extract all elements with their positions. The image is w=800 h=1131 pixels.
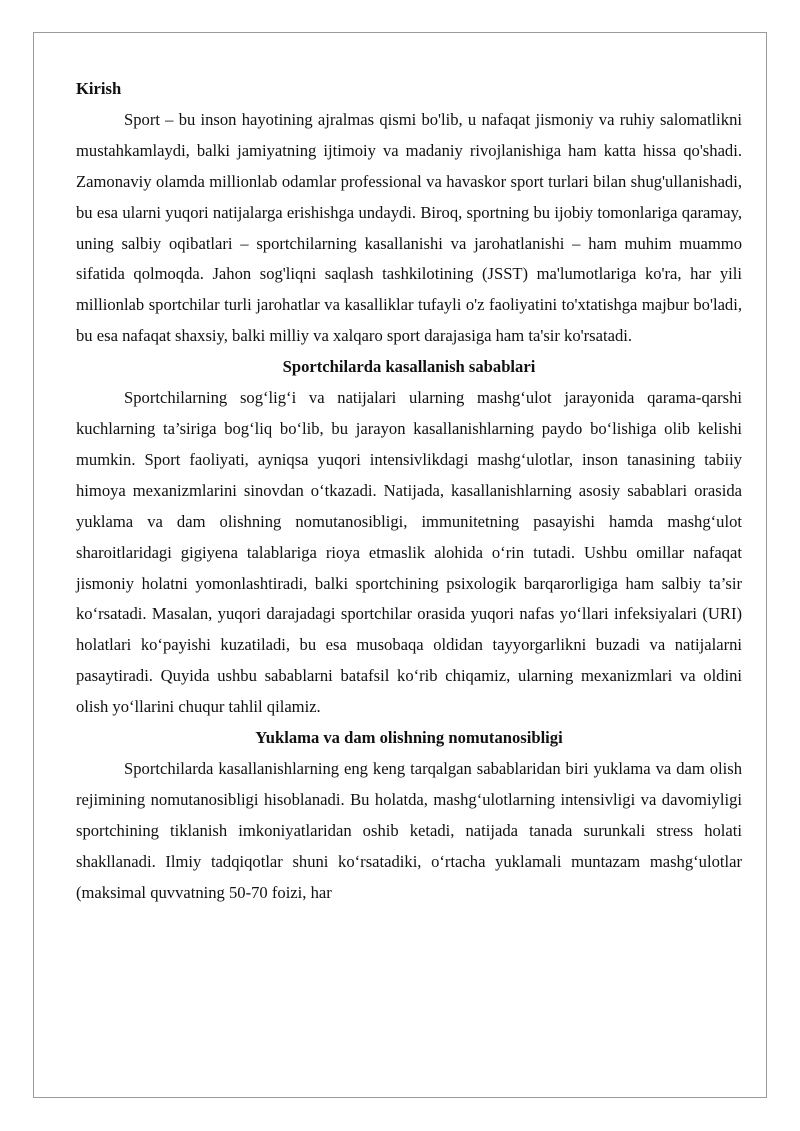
heading-kirish: Kirish: [76, 79, 122, 98]
paragraph-kasallanish-sabablari: Sportchilarning sog‘lig‘i va natijalari ularning mashg‘ulot jarayonida qarama-qarshi kuchlarning ta’siriga bog‘liq bo‘lib, bu jarayon kasallanishlarning paydo bo‘lishiga olib kelishi mumkin. Sport faoliyati, ayniqsa yuqori intensivlikdagi mashg‘ulotlar, inson tanasining tabiiy himoya mexanizmlarini sinovdan o‘tkazadi. Natijada, kasallanishlarning asosiy sabablari orasida yuklama va dam olishning nomutanosibligi, immunitetning pasayishi hamda mashg‘ulot sharoitlaridagi gigiyena talablariga rioya etmaslik alohida o‘rin tutadi. Ushbu omillar nafaqat jismoniy holatni yomonlashtiradi, balki sportchining psixologik barqarorligiga ham salbiy ta’sir ko‘rsatadi. Masalan, yuqori darajadagi sportchilar orasida yuqori nafas yo‘llari infeksiyalari (URI) holatlari ko‘payishi kuzatiladi, bu esa musobaqa oldidan tayyorgarlikni buzadi va natijalarni pasaytiradi. Quyida ushbu sabablarni batafsil ko‘rib chiqamiz, ularning mexanizmlari va oldini olish yo‘llarini chuqur tahlil qilamiz.: [76, 388, 742, 717]
heading-kasallanish-sabablari: Sportchilarda kasallanish sabablari: [282, 357, 536, 377]
document-body: [76, 74, 742, 908]
paragraph-yuklama-dam-olish: Sportchilarda kasallanishlarning eng keng tarqalgan sabablaridan biri yuklama va dam olish rejimining nomutanosibligi hisoblanadi. Bu holatda, mashg‘ulotlarning intensivligi va davomiyligi sportchining tiklanish imkoniyatlaridan oshib ketadi, natijada tanada surunkali stress holati shakllanadi. Ilmiy tadqiqotlar shuni ko‘rsatadiki, o‘rtacha yuklamali muntazam mashg‘ulotlar (maksimal quvvatning 50-70 foizi, har: [76, 758, 742, 902]
paragraph-kirish: Sport – bu inson hayotining ajralmas qismi bo'lib, u nafaqat jismoniy va ruhiy salomatlikni mustahkamlaydi, balki jamiyatning ijtimoiy va madaniy rivojlanishiga ham katta hissa qo'shadi. Zamonaviy olamda millionlab odamlar professional va havaskor sport turlari bilan shug'ullanishadi, bu esa ularni yuqori natijalarga erishishga undaydi. Biroq, sportning bu ijobiy tomonlariga qaramay, uning salbiy oqibatlari – sportchilarning kasallanishi va jarohatlanishi – ham muhim muammo sifatida qolmoqda. Jahon sog'liqni saqlash tashkilotining (JSST) ma'lumotlariga ko'ra, har yili millionlab sportchilar turli jarohatlar va kasalliklar tufayli o'z faoliyatini to'xtatishga majbur bo'ladi, bu esa nafaqat shaxsiy, balki milliy va xalqaro sport darajasiga ham ta'sir ko'rsatadi.: [76, 109, 742, 346]
heading-yuklama-dam-olish: Yuklama va dam olishning nomutanosibligi: [255, 728, 563, 748]
